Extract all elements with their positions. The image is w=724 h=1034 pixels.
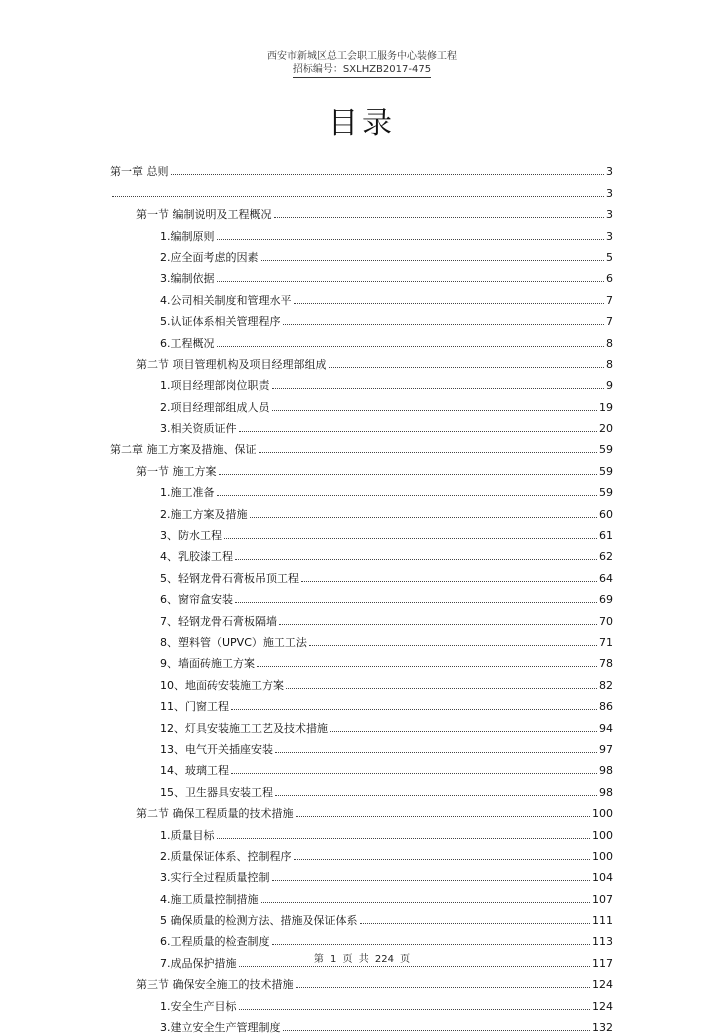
toc-entry[interactable]	[110, 178, 613, 199]
toc-entry-label: 11、门窗工程	[160, 700, 229, 714]
toc-entry-page: 59	[599, 486, 613, 500]
toc-entry[interactable]	[110, 264, 613, 285]
toc-entry-page: 97	[599, 742, 613, 756]
toc-entry[interactable]	[110, 307, 613, 328]
toc-entry[interactable]	[110, 991, 613, 1012]
dot-leader	[231, 709, 597, 710]
toc-entry-page: 82	[599, 678, 613, 692]
toc-entry-page: 61	[599, 529, 613, 543]
dot-leader	[261, 902, 591, 903]
toc-entry[interactable]	[110, 221, 613, 242]
toc-entry-label: 9、墙面砖施工方案	[160, 657, 255, 671]
toc-entry[interactable]	[110, 692, 613, 713]
toc-entry-label: 1.安全生产目标	[160, 999, 237, 1013]
toc-entry-page: 64	[599, 571, 613, 585]
toc-entry-label: 第三节 确保安全施工的技术措施	[136, 978, 294, 992]
toc-entry-label: 1.项目经理部岗位职责	[160, 379, 270, 393]
toc-entry-label: 4.施工质量控制措施	[160, 892, 259, 906]
toc-entry-page: 7	[606, 293, 613, 307]
dot-leader	[239, 1009, 591, 1010]
toc-entry-label: 13、电气开关插座安装	[160, 742, 273, 756]
toc-entry[interactable]	[110, 435, 613, 456]
toc-entry[interactable]	[110, 392, 613, 413]
dot-leader	[275, 795, 597, 796]
toc-entry[interactable]	[110, 735, 613, 756]
toc-entry-label: 6.工程概况	[160, 336, 215, 350]
dot-leader	[217, 346, 605, 347]
toc-entry[interactable]	[110, 521, 613, 542]
toc-entry-label: 3.相关资质证件	[160, 422, 237, 436]
toc-entry-label: 3.编制依据	[160, 272, 215, 286]
dot-leader	[239, 431, 598, 432]
dot-leader	[294, 859, 591, 860]
toc-entry-page: 9	[606, 379, 613, 393]
dot-leader	[329, 367, 605, 368]
toc-entry-page: 70	[599, 614, 613, 628]
dot-leader	[239, 966, 591, 967]
toc-entry-page: 113	[592, 935, 613, 949]
toc-entry[interactable]	[110, 756, 613, 777]
toc-entry-page: 3	[606, 165, 613, 179]
toc-entry[interactable]	[110, 478, 613, 499]
dot-leader	[286, 688, 597, 689]
toc-entry-page: 59	[599, 464, 613, 478]
dot-leader	[250, 517, 598, 518]
toc-entry[interactable]	[110, 563, 613, 584]
toc-entry-label: 第一节 编制说明及工程概况	[136, 208, 272, 222]
toc-entry-label: 第二节 确保工程质量的技术措施	[136, 807, 294, 821]
toc-entry-page: 19	[599, 400, 613, 414]
toc-entry-page: 100	[592, 828, 613, 842]
toc-entry[interactable]	[110, 243, 613, 264]
toc-entry-page: 117	[592, 956, 613, 970]
toc-entry[interactable]	[110, 884, 613, 905]
toc-entry-label: 第一章 总则	[110, 165, 169, 179]
toc-entry-label: 1.质量目标	[160, 828, 215, 842]
toc-entry-page: 124	[592, 999, 613, 1013]
toc-entry[interactable]	[110, 970, 613, 991]
toc-entry[interactable]	[110, 542, 613, 563]
toc-entry[interactable]	[110, 670, 613, 691]
toc-entry[interactable]	[110, 371, 613, 392]
dot-leader	[217, 838, 591, 839]
toc-entry-label: 2.施工方案及措施	[160, 507, 248, 521]
dot-leader	[171, 174, 605, 175]
dot-leader	[294, 303, 605, 304]
toc-entry-label: 5.认证体系相关管理程序	[160, 315, 281, 329]
toc-entry-label: 1.编制原则	[160, 229, 215, 243]
toc-entry-label: 14、玻璃工程	[160, 764, 229, 778]
toc-entry-page: 71	[599, 635, 613, 649]
toc-entry[interactable]	[110, 350, 613, 371]
dot-leader	[261, 260, 605, 261]
dot-leader	[272, 880, 591, 881]
dot-leader	[217, 239, 605, 240]
dot-leader	[279, 624, 597, 625]
toc-entry-label: 6、窗帘盒安装	[160, 593, 233, 607]
toc-entry-label: 2.项目经理部组成人员	[160, 400, 270, 414]
toc-entry[interactable]	[110, 328, 613, 349]
dot-leader	[274, 217, 605, 218]
tender-number: 招标编号：SXLHZB2017-475	[293, 63, 431, 78]
toc-entry-page: 124	[592, 978, 613, 992]
dot-leader	[112, 196, 604, 197]
toc-entry[interactable]	[110, 863, 613, 884]
toc-entry-page: 3	[606, 208, 613, 222]
toc-entry[interactable]	[110, 414, 613, 435]
toc-entry-page: 20	[599, 422, 613, 436]
dot-leader	[296, 987, 591, 988]
toc-entry-page: 111	[592, 914, 613, 928]
toc-entry[interactable]	[110, 799, 613, 820]
toc-entry[interactable]	[110, 842, 613, 863]
toc-entry[interactable]	[110, 713, 613, 734]
dot-leader	[259, 452, 598, 453]
toc-entry[interactable]	[110, 649, 613, 670]
dot-leader	[272, 410, 598, 411]
toc-entry-page: 107	[592, 892, 613, 906]
toc-entry-label: 第二节 项目管理机构及项目经理部组成	[136, 357, 327, 371]
toc-entry-page: 86	[599, 700, 613, 714]
toc-entry[interactable]	[110, 820, 613, 841]
toc-entry[interactable]	[110, 157, 613, 178]
page-footer: 第 1 页 共 224 页	[313, 954, 411, 965]
dot-leader	[272, 944, 591, 945]
toc-entry-page: 3	[606, 186, 613, 200]
toc-entry-page: 8	[606, 357, 613, 371]
toc-entry-page: 98	[599, 785, 613, 799]
dot-leader	[301, 581, 597, 582]
toc-entry-page: 78	[599, 657, 613, 671]
toc-entry[interactable]	[110, 628, 613, 649]
toc-entry[interactable]	[110, 777, 613, 798]
toc-entry[interactable]	[110, 1013, 613, 1034]
dot-leader	[360, 923, 591, 924]
toc-entry[interactable]	[110, 927, 613, 948]
toc-entry-label: 第二章 施工方案及措施、保证	[110, 443, 257, 457]
toc-entry-label: 3、防水工程	[160, 529, 222, 543]
toc-entry-page: 6	[606, 272, 613, 286]
dot-leader	[283, 324, 605, 325]
toc-entry-page: 60	[599, 507, 613, 521]
toc-entry-label: 7.成品保护措施	[160, 956, 237, 970]
dot-leader	[257, 666, 597, 667]
dot-leader	[217, 495, 598, 496]
toc-entry-page: 100	[592, 849, 613, 863]
toc-entry-label: 4、乳胶漆工程	[160, 550, 233, 564]
dot-leader	[272, 388, 605, 389]
toc-entry[interactable]	[110, 285, 613, 306]
toc-entry-page: 8	[606, 336, 613, 350]
toc-entry[interactable]	[110, 585, 613, 606]
toc-entry-page: 7	[606, 315, 613, 329]
toc-entry-page: 59	[599, 443, 613, 457]
dot-leader	[235, 602, 597, 603]
toc-entry-label: 7、轻钢龙骨石膏板隔墙	[160, 614, 277, 628]
toc-title: 目录	[328, 106, 396, 141]
toc-entry[interactable]	[110, 200, 613, 221]
toc-entry[interactable]	[110, 499, 613, 520]
toc-entry-label: 8、塑料管（UPVC）施工工法	[160, 635, 307, 649]
toc-entry-page: 69	[599, 593, 613, 607]
dot-leader	[330, 731, 597, 732]
dot-leader	[296, 816, 591, 817]
toc-entry-page: 94	[599, 721, 613, 735]
toc-entry-label: 5 确保质量的检测方法、措施及保证体系	[160, 914, 358, 928]
toc-entry-label: 第一节 施工方案	[136, 464, 217, 478]
dot-leader	[235, 559, 597, 560]
toc-entry-page: 104	[592, 871, 613, 885]
toc-entry-label: 4.公司相关制度和管理水平	[160, 293, 292, 307]
document-header	[0, 50, 724, 78]
toc-entry-label: 12、灯具安装施工工艺及技术措施	[160, 721, 328, 735]
toc-entry-page: 100	[592, 807, 613, 821]
toc-entry-page: 98	[599, 764, 613, 778]
toc-entry-label: 2.质量保证体系、控制程序	[160, 849, 292, 863]
toc-entry-label: 3.实行全过程质量控制	[160, 871, 270, 885]
dot-leader	[219, 474, 598, 475]
project-name: 西安市新城区总工会职工服务中心装修工程	[267, 51, 457, 62]
toc-entry-page: 3	[606, 229, 613, 243]
toc-entry[interactable]	[110, 606, 613, 627]
toc-entry-page: 132	[592, 1021, 613, 1034]
toc-entry-label: 15、卫生器具安装工程	[160, 785, 273, 799]
table-of-contents	[110, 157, 613, 1034]
dot-leader	[231, 773, 597, 774]
toc-entry-page: 62	[599, 550, 613, 564]
toc-entry-label: 2.应全面考虑的因素	[160, 250, 259, 264]
toc-entry-label: 5、轻钢龙骨石膏板吊顶工程	[160, 571, 299, 585]
toc-entry-label: 1.施工准备	[160, 486, 215, 500]
dot-leader	[217, 281, 605, 282]
toc-entry-page: 5	[606, 250, 613, 264]
dot-leader	[275, 752, 597, 753]
dot-leader	[309, 645, 597, 646]
dot-leader	[283, 1030, 591, 1031]
toc-entry[interactable]	[110, 456, 613, 477]
toc-entry-label: 10、地面砖安装施工方案	[160, 678, 284, 692]
toc-entry-label: 6.工程质量的检查制度	[160, 935, 270, 949]
dot-leader	[224, 538, 597, 539]
toc-entry-label: 3.建立安全生产管理制度	[160, 1021, 281, 1034]
toc-entry[interactable]	[110, 906, 613, 927]
